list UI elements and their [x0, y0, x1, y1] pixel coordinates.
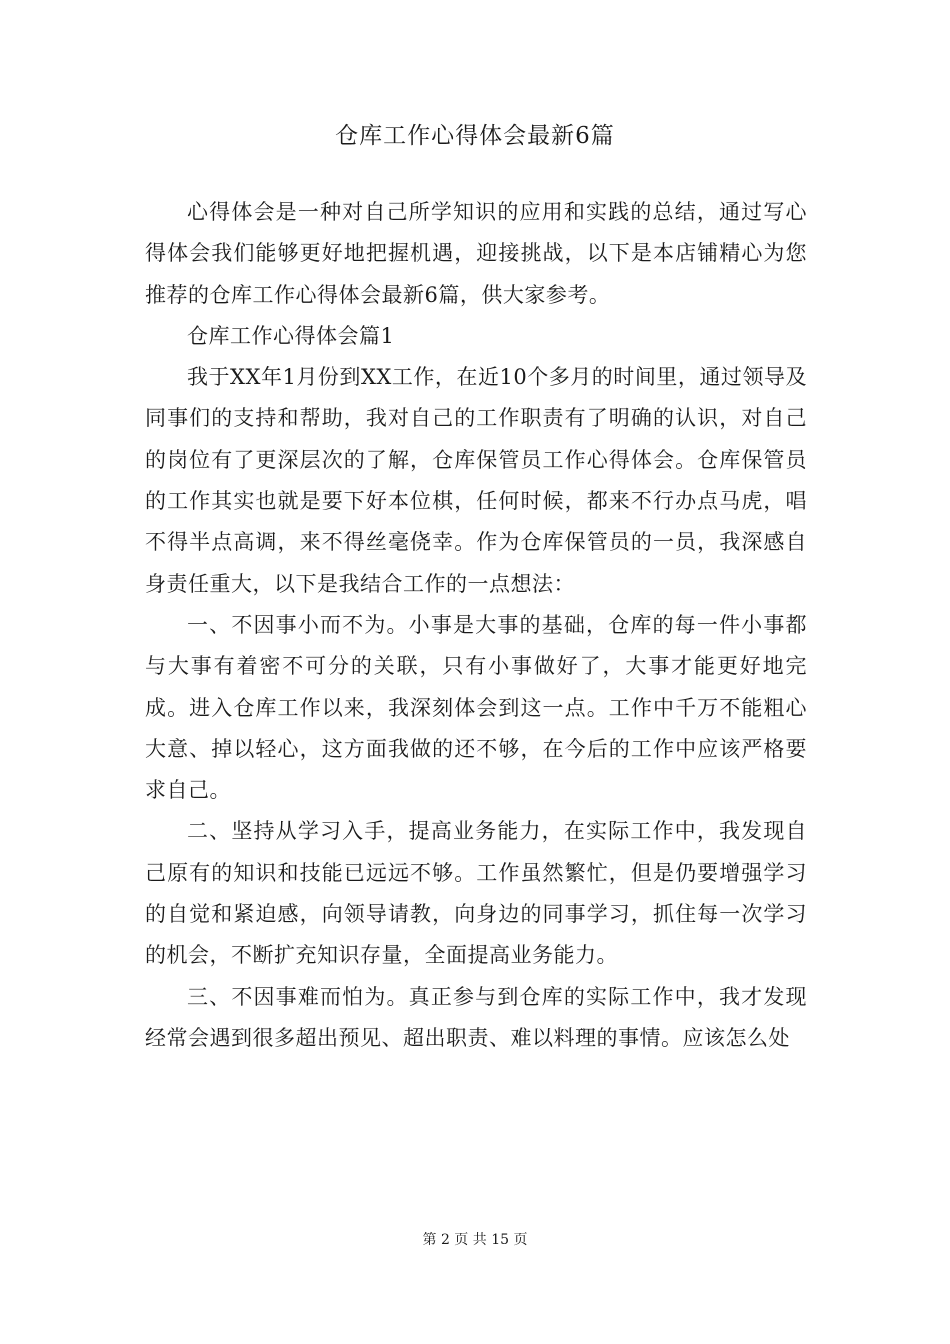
- document-body: [145, 192, 807, 1059]
- paragraph-point-3: 三、不因事难而怕为。真正参与到仓库的实际工作中，我才发现经常会遇到很多超出预见、超出职责、难以料理的事情。应该怎么处: [145, 984, 807, 1050]
- paragraph-intro: 心得体会是一种对自己所学知识的应用和实践的总结，通过写心得体会我们能够更好地把握机遇，迎接挑战，以下是本店铺精心为您推荐的仓库工作心得体会最新6篇，供大家参考。: [145, 200, 807, 307]
- paragraph-point-2: 二、坚持从学习入手，提高业务能力，在实际工作中，我发现自己原有的知识和技能已远远不够。工作虽然繁忙，但是仍要增强学习的自觉和紧迫感，向领导请教，向身边的同事学习，抓住每一次学习的机会，不断扩充知识存量，全面提高业务能力。: [145, 819, 807, 968]
- paragraph-body: 我于XX年1月份到XX工作，在近10个多月的时间里，通过领导及同事们的支持和帮助，我对自己的工作职责有了明确的认识，对自己的岗位有了更深层次的了解，仓库保管员工作心得体会。仓库保管员的工作其实也就是要下好本位棋，任何时候，都来不行办点马虎，唱不得半点高调，来不得丝毫侥幸。作为仓库保管员的一员，我深感自身责任重大，以下是我结合工作的一点想法：: [145, 365, 807, 596]
- paragraph-point-1: 一、不因事小而不为。小事是大事的基础，仓库的每一件小事都与大事有着密不可分的关联，只有小事做好了，大事才能更好地完成。进入仓库工作以来，我深刻体会到这一点。工作中千万不能粗心大意、掉以轻心，这方面我做的还不够，在今后的工作中应该严格要求自己。: [145, 612, 807, 803]
- page-footer: 第 2 页 共 15 页: [422, 1232, 528, 1248]
- document-title: 仓库工作心得体会最新6篇: [335, 123, 615, 149]
- section-heading: 仓库工作心得体会篇1: [187, 323, 395, 348]
